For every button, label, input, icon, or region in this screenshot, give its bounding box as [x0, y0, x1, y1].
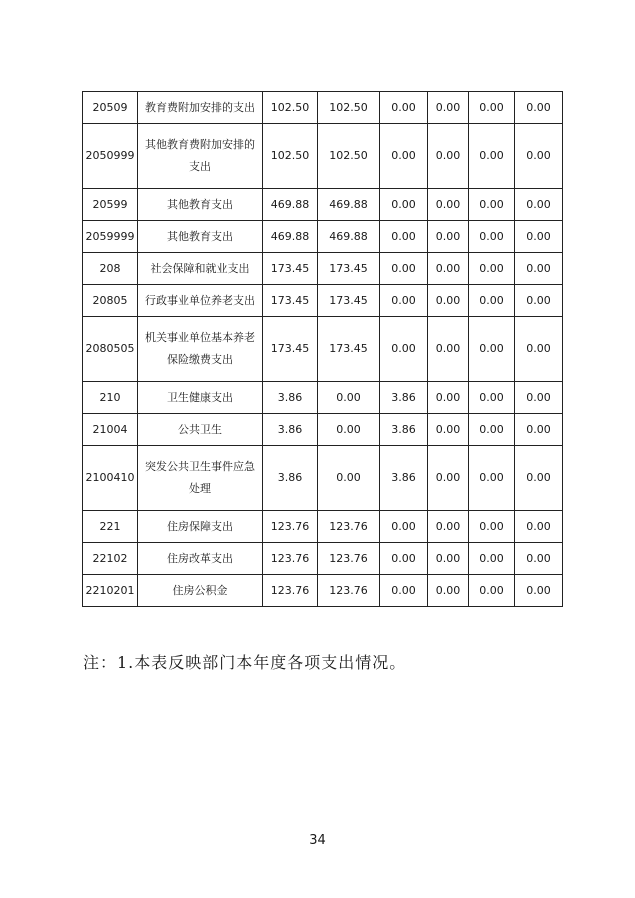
subject-name-cell: 教育费附加安排的支出: [138, 92, 263, 124]
subject-code-cell: 208: [83, 253, 138, 285]
amount-cell: 123.76: [263, 543, 318, 575]
subject-name-cell: 机关事业单位基本养老保险缴费支出: [138, 317, 263, 382]
subject-name-cell: 卫生健康支出: [138, 382, 263, 414]
table-row: [83, 317, 563, 382]
amount-cell: 173.45: [318, 317, 380, 382]
amount-cell: 0.00: [515, 511, 563, 543]
amount-cell: 0.00: [469, 414, 515, 446]
amount-cell: 0.00: [428, 414, 469, 446]
amount-cell: 102.50: [318, 124, 380, 189]
subject-code-cell: 2059999: [83, 221, 138, 253]
table-body: [83, 92, 563, 607]
amount-cell: 0.00: [469, 575, 515, 607]
amount-cell: 0.00: [428, 511, 469, 543]
subject-name-cell: 社会保障和就业支出: [138, 253, 263, 285]
subject-name-cell: 行政事业单位养老支出: [138, 285, 263, 317]
subject-name-cell: 公共卫生: [138, 414, 263, 446]
subject-code-cell: 22102: [83, 543, 138, 575]
amount-cell: 0.00: [428, 317, 469, 382]
amount-cell: 0.00: [380, 511, 428, 543]
subject-name-cell: 其他教育费附加安排的支出: [138, 124, 263, 189]
amount-cell: 469.88: [263, 189, 318, 221]
table-row: [83, 382, 563, 414]
table-row: [83, 285, 563, 317]
amount-cell: 0.00: [469, 511, 515, 543]
table-row: [83, 543, 563, 575]
table-row: [83, 446, 563, 511]
subject-name-cell: 其他教育支出: [138, 221, 263, 253]
amount-cell: 173.45: [263, 317, 318, 382]
amount-cell: 0.00: [469, 92, 515, 124]
subject-name-cell: 住房改革支出: [138, 543, 263, 575]
amount-cell: 0.00: [469, 446, 515, 511]
amount-cell: 0.00: [515, 221, 563, 253]
subject-code-cell: 21004: [83, 414, 138, 446]
amount-cell: 0.00: [380, 92, 428, 124]
subject-code-cell: 20599: [83, 189, 138, 221]
amount-cell: 0.00: [469, 221, 515, 253]
amount-cell: 0.00: [515, 575, 563, 607]
subject-code-cell: 2100410: [83, 446, 138, 511]
amount-cell: 123.76: [318, 511, 380, 543]
amount-cell: 0.00: [469, 382, 515, 414]
amount-cell: 0.00: [515, 92, 563, 124]
table-row: [83, 575, 563, 607]
subject-name-cell: 突发公共卫生事件应急处理: [138, 446, 263, 511]
amount-cell: 0.00: [318, 382, 380, 414]
table-row: [83, 189, 563, 221]
amount-cell: 0.00: [428, 285, 469, 317]
amount-cell: 3.86: [263, 414, 318, 446]
amount-cell: 123.76: [263, 575, 318, 607]
amount-cell: 0.00: [515, 189, 563, 221]
amount-cell: 0.00: [380, 253, 428, 285]
amount-cell: 123.76: [263, 511, 318, 543]
table-row: [83, 92, 563, 124]
amount-cell: 0.00: [428, 92, 469, 124]
amount-cell: 123.76: [318, 543, 380, 575]
amount-cell: 0.00: [318, 414, 380, 446]
footnote: 注：1.本表反映部门本年度各项支出情况。: [83, 653, 407, 672]
amount-cell: 0.00: [380, 189, 428, 221]
amount-cell: 469.88: [263, 221, 318, 253]
amount-cell: 0.00: [380, 285, 428, 317]
amount-cell: 3.86: [380, 446, 428, 511]
subject-code-cell: 2210201: [83, 575, 138, 607]
subject-code-cell: 221: [83, 511, 138, 543]
amount-cell: 0.00: [318, 446, 380, 511]
amount-cell: 0.00: [380, 575, 428, 607]
amount-cell: 0.00: [469, 124, 515, 189]
amount-cell: 469.88: [318, 221, 380, 253]
amount-cell: 0.00: [428, 189, 469, 221]
amount-cell: 0.00: [515, 446, 563, 511]
amount-cell: 3.86: [380, 414, 428, 446]
amount-cell: 102.50: [318, 92, 380, 124]
subject-name-cell: 住房公积金: [138, 575, 263, 607]
amount-cell: 102.50: [263, 92, 318, 124]
amount-cell: 3.86: [263, 382, 318, 414]
amount-cell: 173.45: [318, 285, 380, 317]
amount-cell: 3.86: [380, 382, 428, 414]
table-row: [83, 124, 563, 189]
amount-cell: 0.00: [428, 124, 469, 189]
amount-cell: 0.00: [380, 317, 428, 382]
amount-cell: 123.76: [318, 575, 380, 607]
subject-code-cell: 2080505: [83, 317, 138, 382]
amount-cell: 0.00: [428, 382, 469, 414]
amount-cell: 0.00: [515, 253, 563, 285]
amount-cell: 0.00: [515, 382, 563, 414]
amount-cell: 0.00: [469, 543, 515, 575]
amount-cell: 0.00: [469, 189, 515, 221]
subject-code-cell: 20509: [83, 92, 138, 124]
amount-cell: 0.00: [380, 543, 428, 575]
amount-cell: 0.00: [515, 543, 563, 575]
amount-cell: 173.45: [318, 253, 380, 285]
amount-cell: 0.00: [469, 253, 515, 285]
subject-name-cell: 住房保障支出: [138, 511, 263, 543]
page-number: 34: [309, 833, 326, 848]
amount-cell: 0.00: [515, 317, 563, 382]
subject-code-cell: 210: [83, 382, 138, 414]
amount-cell: 0.00: [428, 575, 469, 607]
table-row: [83, 253, 563, 285]
table-row: [83, 511, 563, 543]
subject-code-cell: 20805: [83, 285, 138, 317]
amount-cell: 173.45: [263, 253, 318, 285]
subject-code-cell: 2050999: [83, 124, 138, 189]
amount-cell: 0.00: [428, 446, 469, 511]
amount-cell: 0.00: [515, 285, 563, 317]
amount-cell: 3.86: [263, 446, 318, 511]
amount-cell: 0.00: [428, 543, 469, 575]
amount-cell: 0.00: [428, 253, 469, 285]
amount-cell: 0.00: [469, 285, 515, 317]
amount-cell: 0.00: [515, 124, 563, 189]
amount-cell: 0.00: [380, 221, 428, 253]
amount-cell: 102.50: [263, 124, 318, 189]
amount-cell: 0.00: [380, 124, 428, 189]
table-row: [83, 221, 563, 253]
amount-cell: 173.45: [263, 285, 318, 317]
amount-cell: 469.88: [318, 189, 380, 221]
table-row: [83, 414, 563, 446]
amount-cell: 0.00: [428, 221, 469, 253]
amount-cell: 0.00: [469, 317, 515, 382]
expenditure-table: [82, 91, 563, 607]
amount-cell: 0.00: [515, 414, 563, 446]
subject-name-cell: 其他教育支出: [138, 189, 263, 221]
